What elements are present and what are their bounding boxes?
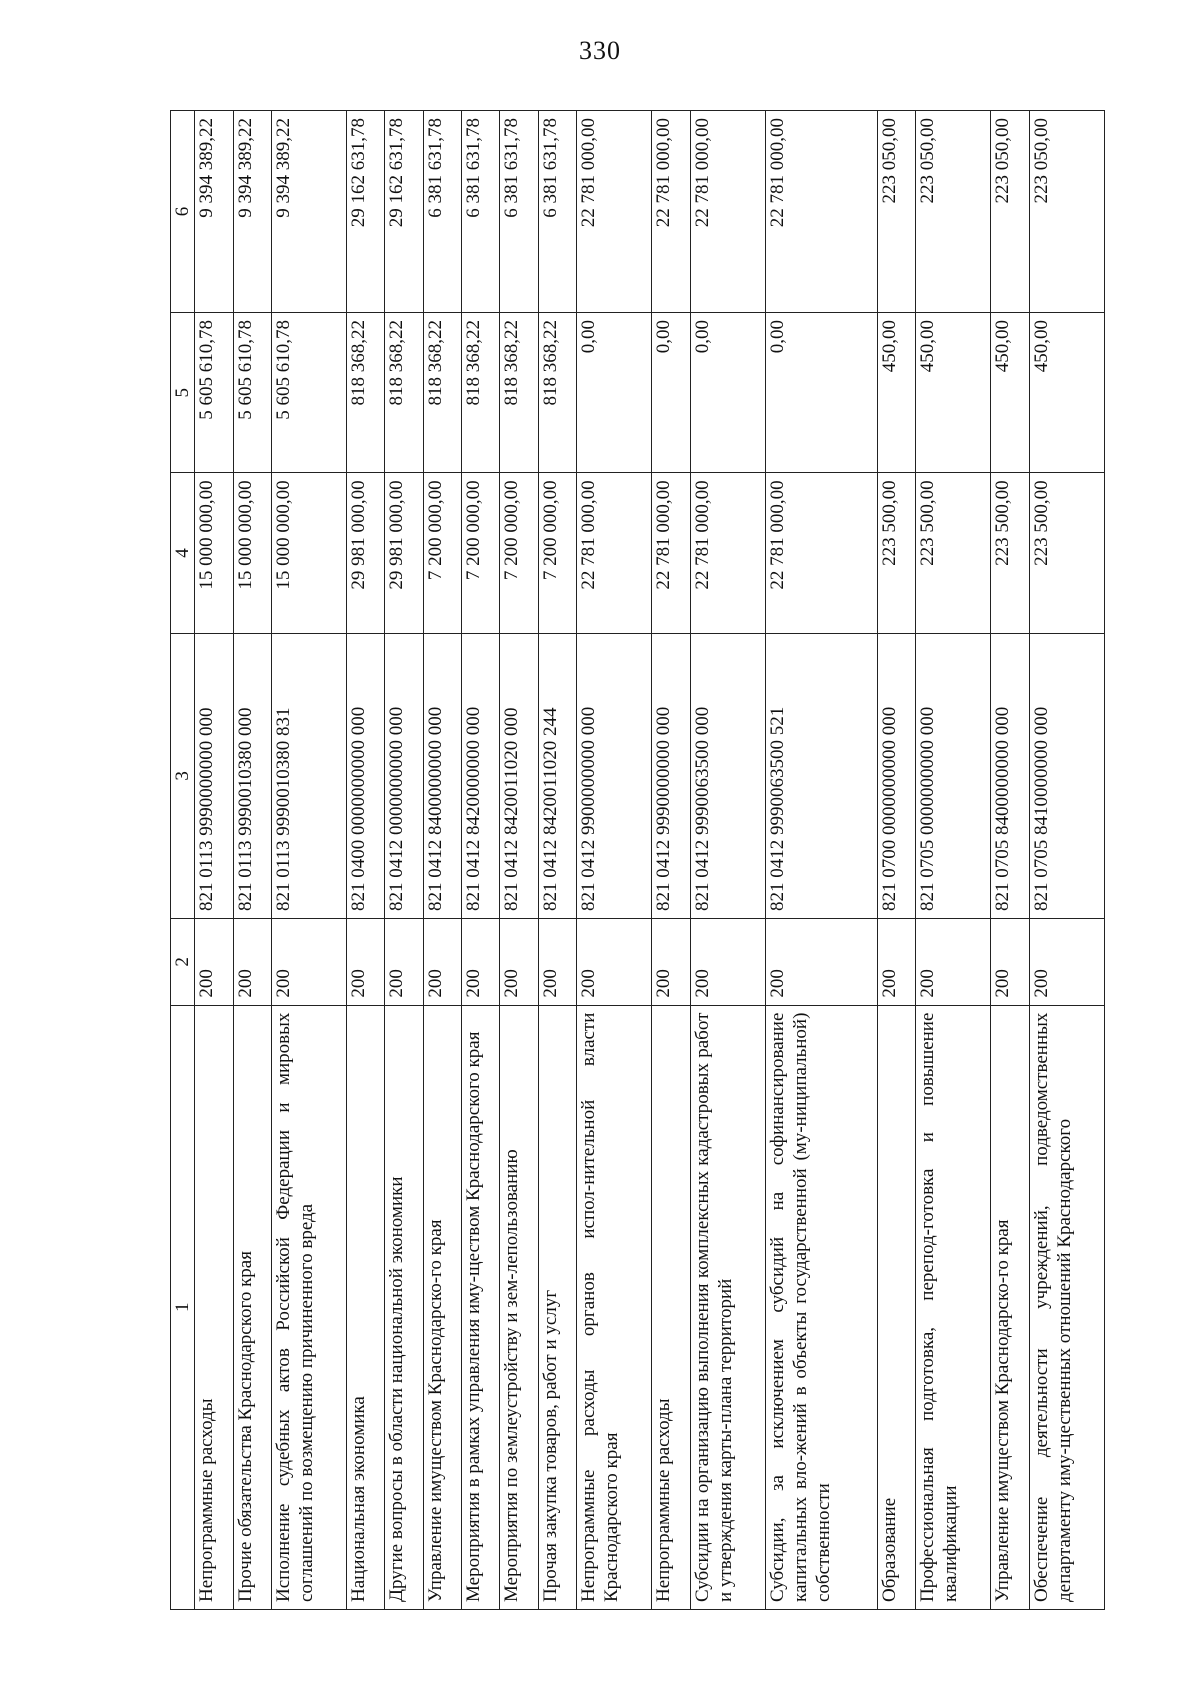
row-col4-cell: 7 200 000,00 <box>538 473 576 633</box>
row-name-cell: Управление имуществом Краснодарско-го края <box>991 1005 1029 1609</box>
row-classification-cell: 821 0705 0000000000 000 <box>916 633 991 918</box>
row-name-cell: Непрограммные расходы <box>195 1005 233 1609</box>
table-row <box>271 111 346 1610</box>
row-col6-cell: 22 781 000,00 <box>652 111 690 313</box>
row-col5-cell: 818 368,22 <box>462 313 500 473</box>
table-row <box>690 111 765 1610</box>
row-col6-cell: 223 050,00 <box>1029 111 1104 313</box>
table-row <box>233 111 271 1610</box>
table-row <box>423 111 461 1610</box>
row-code-cell: 200 <box>652 919 690 1006</box>
table-row <box>991 111 1029 1610</box>
row-code-cell: 200 <box>916 919 991 1006</box>
row-code-cell: 200 <box>423 919 461 1006</box>
row-classification-cell: 821 0412 8400000000 000 <box>423 633 461 918</box>
table-row <box>500 111 538 1610</box>
header-col-4: 4 <box>171 473 195 633</box>
row-col6-cell: 223 050,00 <box>916 111 991 313</box>
row-col4-cell: 15 000 000,00 <box>195 473 233 633</box>
table-body <box>195 111 1105 1610</box>
row-col5-cell: 0,00 <box>765 313 877 473</box>
row-col4-cell: 223 500,00 <box>1029 473 1104 633</box>
row-col4-cell: 223 500,00 <box>991 473 1029 633</box>
row-name-cell: Непрограммные расходы органов испол-нительной власти Краснодарского края <box>577 1005 652 1609</box>
row-classification-cell: 821 0412 9990063500 521 <box>765 633 877 918</box>
row-col5-cell: 818 368,22 <box>538 313 576 473</box>
table-row <box>1029 111 1104 1610</box>
row-code-cell: 200 <box>1029 919 1104 1006</box>
row-name-cell: Мероприятия по землеустройству и зем-лепользованию <box>500 1005 538 1609</box>
row-code-cell: 200 <box>347 919 385 1006</box>
row-col6-cell: 22 781 000,00 <box>577 111 652 313</box>
row-col6-cell: 22 781 000,00 <box>690 111 765 313</box>
row-col5-cell: 818 368,22 <box>347 313 385 473</box>
row-col5-cell: 450,00 <box>916 313 991 473</box>
table-row <box>765 111 877 1610</box>
row-classification-cell: 821 0412 8420011020 244 <box>538 633 576 918</box>
row-name-cell: Исполнение судебных актов Российской Федерации и мировых соглашений по возмещению причиненного вреда <box>271 1005 346 1609</box>
table-row <box>577 111 652 1610</box>
row-classification-cell: 821 0412 9990000000 000 <box>652 633 690 918</box>
table-row <box>462 111 500 1610</box>
header-col-2: 2 <box>171 919 195 1006</box>
row-classification-cell: 821 0113 9990010380 000 <box>233 633 271 918</box>
row-classification-cell: 821 0400 0000000000 000 <box>347 633 385 918</box>
row-classification-cell: 821 0700 0000000000 000 <box>877 633 915 918</box>
table-row <box>347 111 385 1610</box>
row-name-cell: Национальная экономика <box>347 1005 385 1609</box>
rotated-table-container <box>170 110 1105 1610</box>
row-col6-cell: 6 381 631,78 <box>538 111 576 313</box>
row-col4-cell: 22 781 000,00 <box>765 473 877 633</box>
row-classification-cell: 821 0113 9990010380 831 <box>271 633 346 918</box>
row-col4-cell: 29 981 000,00 <box>385 473 423 633</box>
row-col5-cell: 0,00 <box>577 313 652 473</box>
row-classification-cell: 821 0113 9990000000 000 <box>195 633 233 918</box>
row-code-cell: 200 <box>500 919 538 1006</box>
row-col4-cell: 15 000 000,00 <box>233 473 271 633</box>
row-col5-cell: 450,00 <box>1029 313 1104 473</box>
header-col-3: 3 <box>171 633 195 918</box>
row-code-cell: 200 <box>195 919 233 1006</box>
row-col4-cell: 223 500,00 <box>877 473 915 633</box>
row-classification-cell: 821 0412 8420000000 000 <box>462 633 500 918</box>
row-col6-cell: 9 394 389,22 <box>195 111 233 313</box>
row-col5-cell: 818 368,22 <box>385 313 423 473</box>
row-col4-cell: 7 200 000,00 <box>500 473 538 633</box>
row-name-cell: Непрограммные расходы <box>652 1005 690 1609</box>
row-classification-cell: 821 0705 8400000000 000 <box>991 633 1029 918</box>
row-col5-cell: 0,00 <box>652 313 690 473</box>
row-col6-cell: 6 381 631,78 <box>423 111 461 313</box>
row-classification-cell: 821 0412 0000000000 000 <box>385 633 423 918</box>
row-col4-cell: 223 500,00 <box>916 473 991 633</box>
row-code-cell: 200 <box>765 919 877 1006</box>
table-row <box>538 111 576 1610</box>
row-name-cell: Управление имуществом Краснодарско-го края <box>423 1005 461 1609</box>
row-classification-cell: 821 0412 9900000000 000 <box>577 633 652 918</box>
row-classification-cell: 821 0412 9990063500 000 <box>690 633 765 918</box>
row-name-cell: Прочие обязательства Краснодарского края <box>233 1005 271 1609</box>
row-col5-cell: 5 605 610,78 <box>233 313 271 473</box>
row-col5-cell: 5 605 610,78 <box>195 313 233 473</box>
row-col4-cell: 7 200 000,00 <box>423 473 461 633</box>
header-col-6: 6 <box>171 111 195 313</box>
row-name-cell: Мероприятия в рамках управления иму-ществом Краснодарского края <box>462 1005 500 1609</box>
row-col5-cell: 5 605 610,78 <box>271 313 346 473</box>
row-code-cell: 200 <box>385 919 423 1006</box>
table-row <box>385 111 423 1610</box>
row-name-cell: Субсидии, за исключением субсидий на софинансирование капитальных вло-жений в объекты государственной (му-ниципальной) собственности <box>765 1005 877 1609</box>
row-name-cell: Профессиональная подготовка, перепод-готовка и повышение квалификации <box>916 1005 991 1609</box>
row-col4-cell: 22 781 000,00 <box>652 473 690 633</box>
table-header-row <box>171 111 195 1610</box>
row-col4-cell: 22 781 000,00 <box>577 473 652 633</box>
row-code-cell: 200 <box>577 919 652 1006</box>
budget-table <box>170 110 1105 1610</box>
row-code-cell: 200 <box>690 919 765 1006</box>
header-col-5: 5 <box>171 313 195 473</box>
row-code-cell: 200 <box>233 919 271 1006</box>
row-name-cell: Другие вопросы в области национальной экономики <box>385 1005 423 1609</box>
row-name-cell: Образование <box>877 1005 915 1609</box>
row-col4-cell: 7 200 000,00 <box>462 473 500 633</box>
page-number: 330 <box>579 36 621 65</box>
row-name-cell: Обеспечение деятельности учреждений, подведомственных департаменту иму-щественных отношений Краснодарского <box>1029 1005 1104 1609</box>
row-col5-cell: 818 368,22 <box>423 313 461 473</box>
row-name-cell: Субсидии на организацию выполнения комплексных кадастровых работ и утверждения карты-плана территорий <box>690 1005 765 1609</box>
row-col5-cell: 818 368,22 <box>500 313 538 473</box>
row-col6-cell: 9 394 389,22 <box>233 111 271 313</box>
row-code-cell: 200 <box>538 919 576 1006</box>
table-row <box>652 111 690 1610</box>
row-col6-cell: 223 050,00 <box>877 111 915 313</box>
row-code-cell: 200 <box>271 919 346 1006</box>
row-name-cell: Прочая закупка товаров, работ и услуг <box>538 1005 576 1609</box>
table-row <box>877 111 915 1610</box>
row-col6-cell: 29 162 631,78 <box>347 111 385 313</box>
header-col-1: 1 <box>171 1005 195 1609</box>
row-col4-cell: 15 000 000,00 <box>271 473 346 633</box>
row-col5-cell: 450,00 <box>991 313 1029 473</box>
row-col6-cell: 29 162 631,78 <box>385 111 423 313</box>
row-classification-cell: 821 0412 8420011020 000 <box>500 633 538 918</box>
row-code-cell: 200 <box>991 919 1029 1006</box>
row-code-cell: 200 <box>462 919 500 1006</box>
row-col4-cell: 22 781 000,00 <box>690 473 765 633</box>
table-row <box>195 111 233 1610</box>
row-col5-cell: 450,00 <box>877 313 915 473</box>
table-row <box>916 111 991 1610</box>
row-col6-cell: 6 381 631,78 <box>462 111 500 313</box>
row-col5-cell: 0,00 <box>690 313 765 473</box>
row-col6-cell: 22 781 000,00 <box>765 111 877 313</box>
row-col6-cell: 9 394 389,22 <box>271 111 346 313</box>
row-code-cell: 200 <box>877 919 915 1006</box>
row-col4-cell: 29 981 000,00 <box>347 473 385 633</box>
row-classification-cell: 821 0705 8410000000 000 <box>1029 633 1104 918</box>
row-col6-cell: 223 050,00 <box>991 111 1029 313</box>
row-col6-cell: 6 381 631,78 <box>500 111 538 313</box>
